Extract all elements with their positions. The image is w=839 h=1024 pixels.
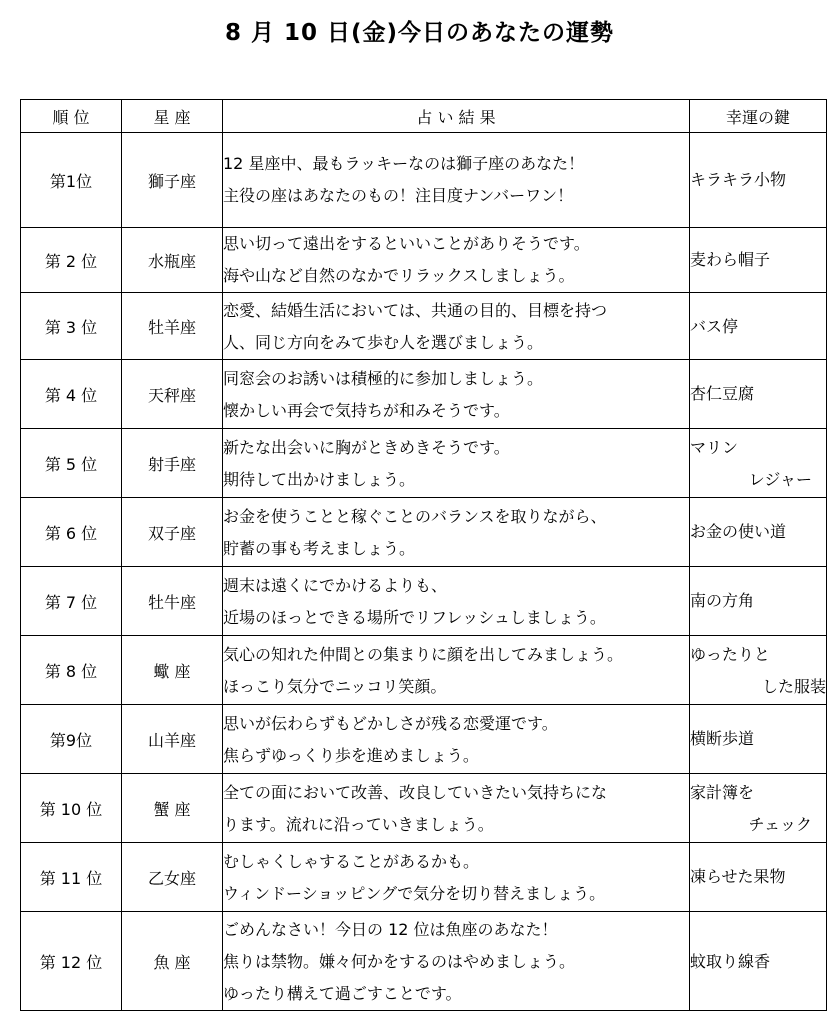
table-row [21,912,827,1011]
result-cell [223,843,690,912]
result-cell [223,774,690,843]
result-cell [223,429,690,498]
lucky-cell [690,293,827,360]
rank-cell: 第 5 位 [21,429,122,498]
rank-cell: 第 7 位 [21,567,122,636]
header-lucky: 幸運の鍵 [690,100,827,133]
table-row [21,567,827,636]
result-line: 焦りは禁物。嫌々何かをするのはやめましょう。 [223,952,576,971]
lucky-line: 杏仁豆腐 [690,384,755,403]
result-line: 週末は遠くにでかけるよりも、 [223,576,448,595]
result-cell [223,912,690,1011]
result-cell [223,228,690,293]
rank-cell: 第 11 位 [21,843,122,912]
sign-cell: 乙女座 [122,843,223,912]
lucky-cell [690,498,827,567]
lucky-line: レジャー [748,470,812,489]
result-cell [223,705,690,774]
lucky-line: した服装 [761,677,826,696]
sign-cell: 獅子座 [122,133,223,228]
sign-cell: 魚 座 [122,912,223,1011]
lucky-line: キラキラ小物 [690,170,787,189]
page-title: 8 月 10 日(金)今日のあなたの運勢 [224,20,615,46]
result-cell [223,498,690,567]
lucky-cell [690,360,827,429]
result-line: 人、同じ方向をみて歩む人を選びましょう。 [223,333,544,352]
lucky-cell [690,228,827,293]
result-cell [223,133,690,228]
table-row [21,133,827,228]
table-row [21,293,827,360]
result-line: 12 星座中、最もラッキーなのは獅子座のあなた！ [223,154,585,173]
table-row [21,774,827,843]
result-line: ウィンドーショッピングで気分を切り替えましょう。 [223,884,606,903]
table-row [21,843,827,912]
result-line: ごめんなさい！今日の 12 位は魚座のあなた！ [223,920,558,939]
rank-cell: 第 10 位 [21,774,122,843]
lucky-line: 横断歩道 [690,729,755,748]
result-cell [223,360,690,429]
lucky-cell [690,705,827,774]
sign-cell: 蟹 座 [122,774,223,843]
sign-cell: 牡羊座 [122,293,223,360]
lucky-cell [690,912,827,1011]
lucky-line: 家計簿を [690,783,755,802]
sign-cell: 双子座 [122,498,223,567]
sign-cell: 牡牛座 [122,567,223,636]
result-line: 主役の座はあなたのもの！注目度ナンバーワン！ [223,186,574,205]
result-line: ゆったり構えて過ごすことです。 [223,984,462,1003]
rank-cell: 第 4 位 [21,360,122,429]
header-row [21,100,827,133]
result-line: 期待して出かけましょう。 [223,470,416,489]
result-line: ります。流れに沿っていきましょう。 [223,815,494,834]
result-line: 貯蓄の事も考えましょう。 [223,539,416,558]
result-line: 同窓会のお誘いは積極的に参加しましょう。 [223,369,544,388]
fortune-table [20,99,827,1011]
sign-cell: 蠍 座 [122,636,223,705]
result-cell [223,636,690,705]
lucky-line: マリン [690,438,739,457]
result-line: 思い切って遠出をするといいことがありそうです。 [223,234,590,253]
lucky-line: 南の方角 [690,591,755,610]
result-line: 思いが伝わらずもどかしさが残る恋愛運です。 [223,714,558,733]
lucky-line: 麦わら帽子 [690,250,771,269]
table-row [21,705,827,774]
sign-cell: 射手座 [122,429,223,498]
lucky-cell [690,774,827,843]
lucky-cell [690,636,827,705]
header-result: 占 い 結 果 [223,100,690,133]
lucky-line: お金の使い道 [690,522,787,541]
result-line: ほっこり気分でニッコリ笑顔。 [223,677,447,696]
result-line: むしゃくしゃすることがあるかも。 [223,852,480,871]
lucky-line: 凍らせた果物 [690,867,786,886]
result-line: 恋愛、結婚生活においては、共通の目的、目標を持つ [223,301,608,320]
result-line: 全ての面において改善、改良していきたい気持ちにな [223,783,608,802]
rank-cell: 第 3 位 [21,293,122,360]
result-line: 焦らずゆっくり歩を進めましょう。 [223,746,479,765]
lucky-line: チェック [748,815,812,834]
result-line: 海や山など自然のなかでリラックスしましょう。 [223,266,575,285]
rank-cell: 第9位 [21,705,122,774]
header-rank: 順 位 [21,100,122,133]
result-line: 近場のほっとできる場所でリフレッシュしましょう。 [223,608,606,627]
lucky-line: ゆったりと [690,645,770,664]
rank-cell: 第 6 位 [21,498,122,567]
rank-cell: 第 2 位 [21,228,122,293]
lucky-line: 蚊取り線香 [690,952,771,971]
result-cell [223,293,690,360]
result-line: 懐かしい再会で気持ちが和みそうです。 [223,401,510,420]
lucky-cell [690,567,827,636]
sign-cell: 天秤座 [122,360,223,429]
table-row [21,636,827,705]
sign-cell: 水瓶座 [122,228,223,293]
result-line: お金を使うことと稼ぐことのバランスを取りながら、 [223,507,607,526]
lucky-cell [690,843,827,912]
table-row [21,498,827,567]
result-cell [223,567,690,636]
result-line: 新たな出会いに胸がときめきそうです。 [223,438,510,457]
rank-cell: 第 12 位 [21,912,122,1011]
table-row [21,360,827,429]
rank-cell: 第1位 [21,133,122,228]
lucky-cell [690,429,827,498]
result-line: 気心の知れた仲間との集まりに顔を出してみましょう。 [223,645,624,664]
table-row [21,429,827,498]
header-sign: 星 座 [122,100,223,133]
rank-cell: 第 8 位 [21,636,122,705]
table-row [21,228,827,293]
sign-cell: 山羊座 [122,705,223,774]
lucky-cell [690,133,827,228]
lucky-line: バス停 [690,317,739,336]
